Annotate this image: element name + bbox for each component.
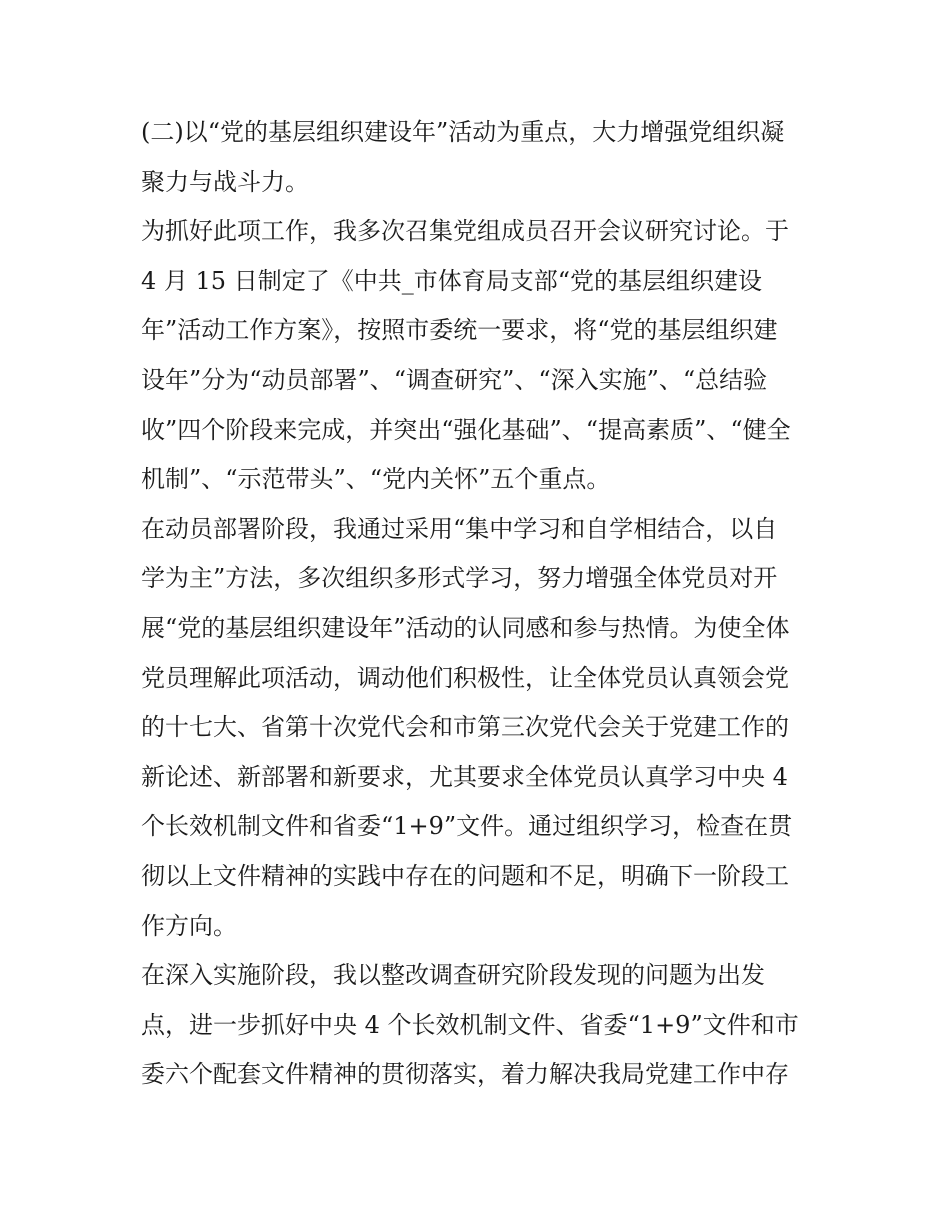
text-line: 展“党的基层组织建设年”活动的认同感和参与热情。为使全体 xyxy=(141,613,790,642)
text-line: 在深入实施阶段，我以整改调查研究阶段发现的问题为出发 xyxy=(141,961,765,990)
text-line: 学为主”方法，多次组织多形式学习，努力增强全体党员对开 xyxy=(141,564,778,593)
text-line: 收”四个阶段来完成，并突出“强化基础”、“提高素质”、“健全 xyxy=(141,415,791,444)
text-line: 设年”分为“动员部署”、“调查研究”、“深入实施”、“总结验 xyxy=(141,365,768,394)
text-line: 年”活动工作方案》，按照市委统一要求，将“党的基层组织建 xyxy=(141,316,778,345)
text-line: 4 月 15 日制定了《中共_市体育局支部“党的基层组织建设 xyxy=(141,266,762,295)
text-line: 党员理解此项活动，调动他们积极性，让全体党员认真领会党 xyxy=(141,663,789,692)
text-line: 点，进一步抓好中央 4 个长效机制文件、省委“1+9”文件和市 xyxy=(141,1010,799,1039)
text-line: 彻以上文件精神的实践中存在的问题和不足，明确下一阶段工 xyxy=(141,861,789,890)
text-line: 在动员部署阶段，我通过采用“集中学习和自学相结合，以自 xyxy=(141,514,778,543)
text-line: 聚力与战斗力。 xyxy=(141,167,309,196)
text-line: 作方向。 xyxy=(141,911,237,940)
text-line: 机制”、“示范带头”、“党内关怀”五个重点。 xyxy=(141,465,611,494)
text-line: 个长效机制文件和省委“1+9”文件。通过组织学习，检查在贯 xyxy=(141,812,793,841)
text-line: (二)以“党的基层组织建设年”活动为重点，大力增强党组织凝 xyxy=(141,118,785,146)
text-line: 新论述、新部署和新要求，尤其要求全体党员认真学习中央 4 xyxy=(141,762,788,791)
text-line: 的十七大、省第十次党代会和市第三次党代会关于党建工作的 xyxy=(141,713,789,742)
text-line: 委六个配套文件精神的贯彻落实，着力解决我局党建工作中存 xyxy=(141,1060,789,1089)
body-text xyxy=(141,108,813,1100)
text-line: 为抓好此项工作，我多次召集党组成员召开会议研究讨论。于 xyxy=(141,217,789,246)
